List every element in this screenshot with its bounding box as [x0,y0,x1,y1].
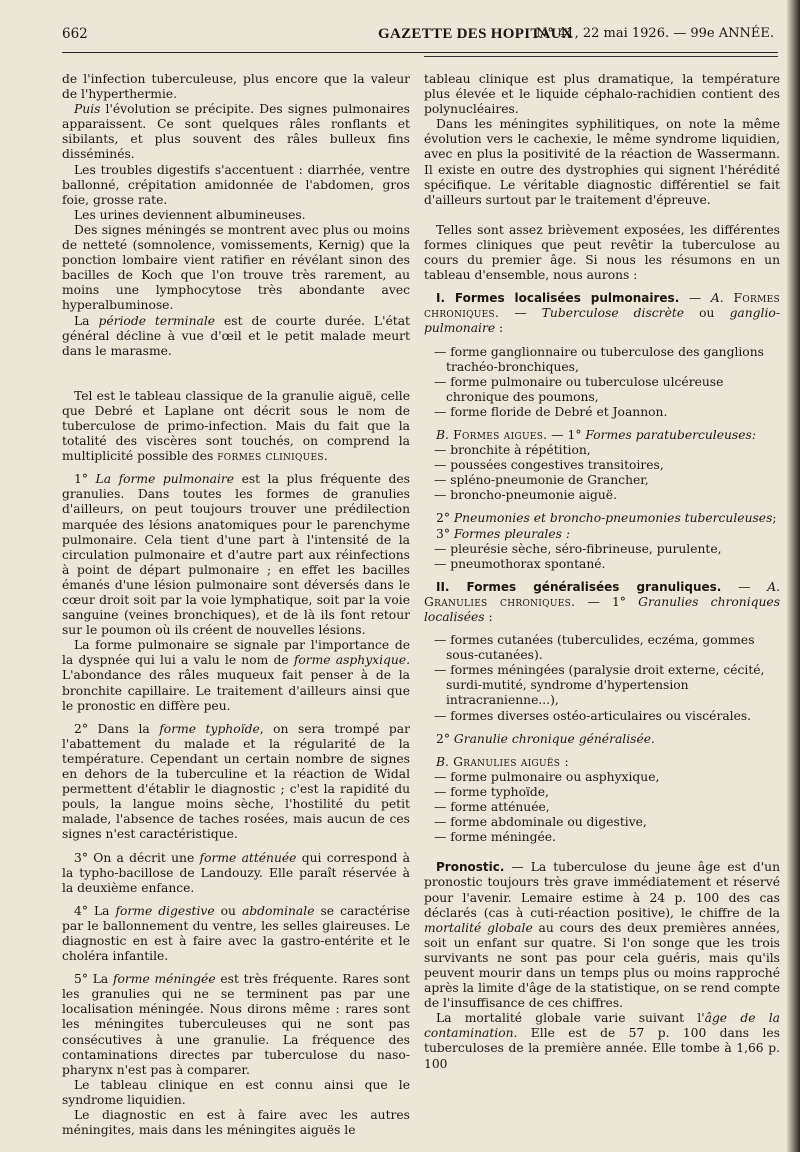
paragraph: Le diagnostic en est à faire avec les autres méningites, mais dans les méningites aiguës le [62,1108,410,1138]
paragraph: 5° La forme méningée est très fréquente. Rares sont les granulies qui ne se terminent pas par une localisation méningée. Nous dirons même : rares sont les méningites tuberculeuses qui ne sont pas consécutives à une granulie. La fréquence des contaminations directes par tuberculose du naso-pharynx n'est pas à comparer. [62,972,410,1077]
paragraph: 1° La forme pulmonaire est la plus fréquente des granulies. Dans toutes les formes de granulies d'ailleurs, on peut toujours trouver une prédilection marquée des lésions anatomiques pour le parenchyme pulmonaire. Cela tient d'une part à l'intensité de la circulation pulmonaire et d'autre part aux réinfections à point de départ pulmonaire ; en effet les bacilles émanés d'une lésion pulmonaire sont déversés dans le cœur droit soit par la voie lymphatique, soit par la voie sanguine (veines bronchiques), et de là ils font retour sur le poumon où ils créent de nouvelles lésions. [62,472,410,638]
paragraph: Des signes méningés se montrent avec plus ou moins de netteté (somnolence, vomissements, Kernig) que la ponction lombaire vient ratifier en révélant sinon des bacilles de Koch que l'on trouve très rarement, au moins une lymphocytose très abondante avec hyperalbuminose. [62,222,410,313]
paragraph: 4° La forme digestive ou abdominale se caractérise par le ballonnement du ventre, les selles glaireuses. Le diagnostic en est à faire avec la gastro-entérite et le choléra infantile. [62,903,410,964]
left-column [62,72,410,1138]
paragraph: La mortalité globale varie suivant l'âge de la contamination. Elle est de 57 p. 100 dans les tuberculoses de la première année. Elle tombe à 1,66 p. 100 [424,1011,780,1071]
paragraph: Telles sont assez brièvement exposées, les différentes formes cliniques que peut revêtir la tuberculose au cours du premier âge. Si nous les résumons en un tableau d'ensemble, nous aurons : [424,222,780,283]
list-item: — pleurésie sèche, séro-fibrineuse, purulente, [434,541,722,556]
paragraph: Pronostic. — La tuberculose du jeune âge est d'un pronostic toujours très grave immédiatement et réservé pour l'avenir. Lemaire estime à 24 p. 100 des cas déclarés (cas à cuti-réaction positive), le chiffre de la mortalité globale au cours des deux premières années, soit un enfant sur quatre. Si l'on songe que les trois survivants ne sont pas pour cela guéris, mais qu'ils peuvent mourir dans un temps plus ou moins rapproché après la limite d'âge de la statistique, on se rend compte de l'insuffisance de ces chiffres. [424,860,780,1011]
page-edge-shadow [786,0,800,1152]
list-item: — forme abdominale ou digestive, [434,815,647,830]
paragraph: Le tableau clinique en est connu ainsi que le syndrome liquidien. [62,1077,410,1107]
list-item: — forme typhoïde, [434,784,549,799]
section-heading: I. Formes localisées pulmonaires. — A. Formes chroniques. — Tuberculose discrète ou ganglio-pulmonaire : [424,291,780,336]
list-item: — poussées congestives transitoires, [434,458,664,473]
list-item: — spléno-pneumonie de Grancher, [434,473,649,488]
section-heading: B. Granulies aiguës : [436,754,569,769]
list-item: — forme floride de Debré et Joannon. [434,404,668,419]
list-item: — bronchite à répétition, [434,443,591,458]
paragraph: de l'infection tuberculeuse, plus encore que la valeur de l'hyperthermie. [62,72,410,102]
paragraph: 3° On a décrit une forme atténuée qui correspond à la typho-bacillose de Landouzy. Elle paraît réservée à la deuxième enfance. [62,850,410,895]
paragraph: Les urines deviennent albumineuses. [74,207,306,222]
running-header [32,26,780,52]
list-item: — forme pulmonaire ou asphyxique, [434,769,660,784]
paragraph: tableau clinique est plus dramatique, la température plus élevée et le liquide céphalo-rachidien contient des polynucléaires. [424,72,780,117]
section-heading: 2° Pneumonies et broncho-pneumonies tuberculeuses; [436,511,777,526]
paragraph: Les troubles digestifs s'accentuent : diarrhée, ventre ballonné, crépitation amidonnée de l'abdomen, gros foie, grosse rate. [62,162,410,207]
list-item: — forme pulmonaire ou tuberculose ulcéreuse chronique des poumons, [434,374,724,404]
paragraph: Tel est le tableau classique de la granulie aiguë, celle que Debré et Laplane ont décrit sous le nom de tuberculose de primo-infection. Mais du fait que la totalité des viscères sont touchés, on comprend la multiplicité possible des formes cliniques. [62,388,410,464]
section-heading: 3° Formes pleurales : [436,526,570,541]
paragraph: La forme pulmonaire se signale par l'importance de la dyspnée qui lui a valu le nom de forme asphyxique. L'abondance des râles muqueux fait penser à de la bronchite capillaire. Le traitement d'ailleurs ainsi que le pronostic en diffère peu. [62,638,411,713]
journal-title: GAZETTE DES HOPITAUX [378,26,573,42]
section-heading: 2° Granulie chronique généralisée. [436,731,655,746]
right-column [424,72,780,1072]
section-heading: II. Formes généralisées granuliques. — A. Granulies chroniques. — 1° Granulies chroniques localisées : [424,579,781,624]
paragraph: 2° Dans la forme typhoïde, on sera trompé par l'abattement du malade et la régularité de la température. Cependant un certain nombre de signes en dehors de la tuberculine et la réaction de Widal permettent d'établir le diagnostic ; c'est la rapidité du pouls, la langue moins sèche, l'hostilité du petit malade, l'absence de taches rosées, mais aucun de ces signes n'est caractéristique. [62,721,410,842]
section-heading: B. Formes aigues. — 1° Formes paratuberculeuses: [436,427,756,442]
paragraph: Dans les méningites syphilitiques, on note la même évolution vers le cachexie, le même syndrome liquidien, avec en plus la positivité de la réaction de Wassermann. Il existe en outre des dystrophies qui signent l'hérédité spécifique. Le véritable diagnostic différentiel se fait d'ailleurs surtout par le traitement d'épreuve. [424,117,780,207]
list-item: — pneumothorax spontané. [434,556,606,571]
header-rule-secondary [424,56,778,57]
list-item: — formes cutanées (tuberculides, eczéma, gommes sous-cutanées). [434,633,755,663]
list-item: — forme ganglionnaire ou tuberculose des ganglions trachéo-bronchiques, [434,344,764,374]
list-item: — formes diverses ostéo-articulaires ou viscérales. [434,708,752,723]
paragraph: Puis l'évolution se précipite. Des signes pulmonaires apparaissent. Ce sont quelques râles ronflants et sibilants, et plus souvent des râles bulleux fins disséminés. [62,102,410,162]
list-item: — formes méningées (paralysie droit externe, cécité, surdi-mutité, syndrome d'hypertension intracranienne...), [434,663,765,708]
list-item: — broncho-pneumonie aiguë. [434,488,617,503]
list-item: — forme atténuée, [434,800,550,815]
header-rule [62,52,778,53]
page-number: 662 [62,26,88,42]
paragraph: La période terminale est de courte durée. L'état général décline à vue d'œil et le petit malade meurt dans le marasme. [62,313,411,358]
issue-info: N° 41, 22 mai 1926. — 99e ANNÉE. [536,26,774,41]
list-item: — forme méningée. [434,830,556,845]
